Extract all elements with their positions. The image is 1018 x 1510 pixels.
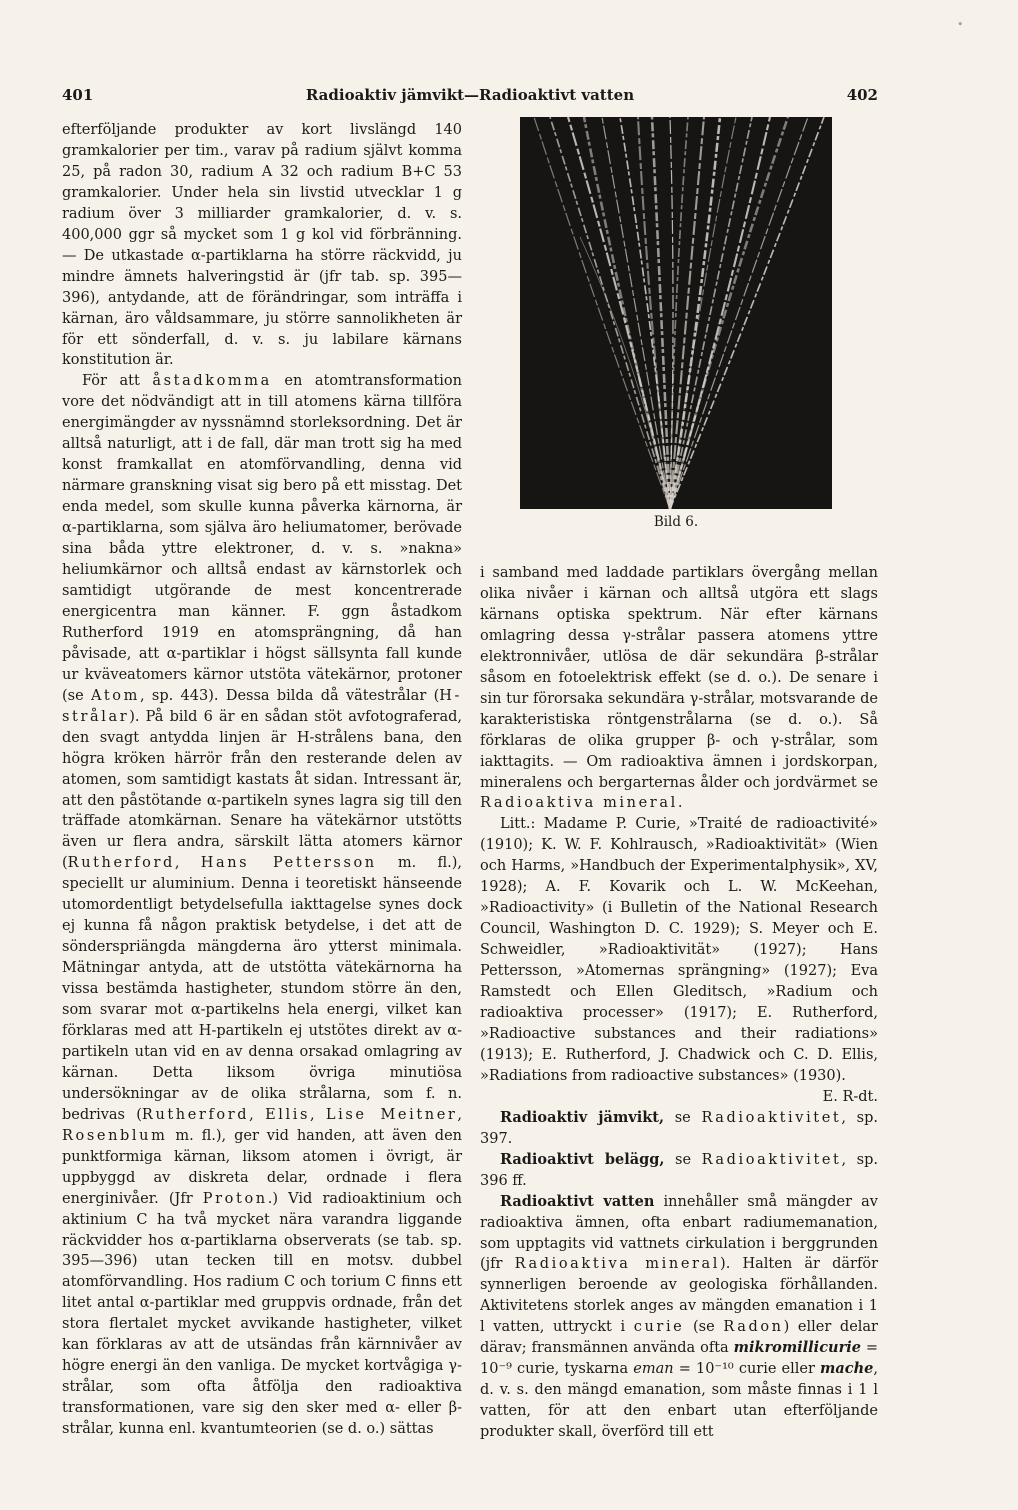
figure-caption: Bild 6. — [653, 514, 699, 530]
entry-radioaktivt-belagg: Radioaktivt belägg, se Radioaktivitet, sp. 396 ff. — [480, 1150, 878, 1189]
particle-track — [534, 117, 670, 509]
cross-ref-proton: Proton — [202, 1190, 268, 1207]
right-column — [480, 563, 878, 1443]
particle-track — [620, 117, 670, 509]
cloud-chamber-photograph — [520, 117, 832, 509]
cross-ref-radioaktiva-mineral: Radioaktiva mineral — [480, 795, 678, 812]
header-title: Radioaktiv jämvikt—Radioaktivt vatten — [305, 86, 635, 104]
running-header — [62, 86, 878, 112]
left-paragraph-1: efterföljande produkter av kort livslängd 140 gramkalorier per tim., varav på radium självt komma 25, på radon 30, radium A 32 och radium B+C 53 gramkalorier. Under hela sin livstid utvecklar 1 g radium över 3 milliarder gramkalorier, d. v. s. 400,000 ggr så mycket som 1 g kol vid förbränning. — De utkastade α-partiklarna ha större räckvidd, ju mindre ämnets halveringstid är (jfr tab. sp. 395—396), antydande, att de förändringar, som inträffa i kärnan, äro våldsammare, ju större sannolikheten är för ett sönderfall, d. v. s. ju labilare kärnans konstitution är. — [62, 122, 462, 369]
right-paragraph-1: i samband med laddade partiklars övergång mellan olika nivåer i kärnan och alltså utgöra ett slags kärnans optiska spektrum. När efter kärnans omlagring dessa γ-strålar passera atomens yttre elektronnivåer, utlösa de där sekundära β-strålar såsom en fotoelektrisk effekt (se d. o.). De senare i sin tur förorsaka sekundära γ-strålar, motsvarande de karakteristiska röntgenstrålarna (se d. o.). Så förklaras de olika grupper β- och γ-strålar, som iakttagits. — Om radioaktiva ämnen i jordskorpan, mineralens och bergarternas ålder och jordvärmet se Radioaktiva mineral. — [480, 565, 878, 812]
left-paragraph-2: För att åstadkomma en atomtransformation vore det nödvändigt att in till atomens kärna tillföra energimängder av nyssnämnd storleksordning. Det är alltså naturligt, att i de fall, där man trott sig ha med konst framkallat en atomförvandling, denna vid närmare granskning visat sig bero på ett misstag. Det enda medel, som skulle kunna påverka kärnorna, är α-partiklarna, som själva äro heliumatomer, berövade sina båda yttre elektroner, d. v. s. »nakna» heliumkärnor och alltså endast av kärnstorlek och samtidigt utgörande de mest koncentrerade energicentra man känner. F. ggn åstadkom Rutherford 1919 en atomsprängning, då han påvisade, att α-partiklar i högst sällsynta fall kunde ur kväveatomers kärnor utstöta vätekärnor, protoner (se Atom, sp. 443). Dessa bilda då vätestrålar (H-strålar). På bild 6 är en sådan stöt avfotograferad, den svagt antydda linjen är H-strålens bana, den högra kröken härrör från den resterande delen av atomen, som samtidigt kastats åt sidan. Intressant är, att den påstötande α-partikeln synes lagra sig till den träffade atomkärnan. Senare ha vätekärnor utstötts även ur flera andra, särskilt lätta atomers kärnor (Rutherford, Hans Pettersson m. fl.), speciellt ur aluminium. Denna i teoretiskt hänseende utomordentligt betydelsefulla iakttagelse synes dock ej kunna få någon praktisk betydelse, i det att de sönderspriängda mängderna äro ytterst minimala. Mätningar antyda, att de utstötta vätekärnorna ha vissa bestämda hastigheter, stundom större än den, som svarar mot α-partikelns hela energi, vilket kan förklaras med att H-partikeln ej utstötes direkt av α-partikeln utan vid en av denna orsakad omlagring av kärnan. Detta liksom övriga minutiösa undersökningar av de olika strålarna, som f. n. bedrivas (Rutherford, Ellis, Lise Meitner, Rosenblum m. fl.), ger vid handen, att även den punktformiga kärnan, liksom atomen i övrigt, är uppbyggd av diskreta delar, ordnade i flera energinivåer. (Jfr Proton.) Vid radioaktinium och aktinium C ha två mycket nära varandra liggande räckvidder hos α-partiklarna observerats (se tab. sp. 395—396) utan tecken till en motsv. dubbel atomförvandling. Hos radium C och torium C finns ett litet antal α-partiklar med gruppvis ordnade, från det stora flertalet mycket avvikande hastigheter, vilket kan förklaras av att de utsändas från kärnnivåer av högre energi än den vanliga. De mycket kortvågiga γ-strålar, som ofta åtfölja den radioaktiva transformationen, vare sig den sker med α- eller β-strålar, kunna enl. kvantumteorien (se d. o.) sättas — [62, 373, 463, 1438]
particle-track — [670, 117, 808, 509]
page-number-right: 402 — [846, 86, 878, 104]
entry-radioaktivt-vatten: Radioaktivt vatten innehåller små mängder av radioaktiva ämnen, ofta enbart radiumemanation, som upptagits vid vattnets cirkulation i berggrunden (jfr Radioaktiva mineral). Halten är därför synnerligen beroende av geologiska förhållanden. Aktivitetens storlek anges av mängden emanation i 1 l vatten, uttryckt i curie (se Radon) eller delar därav; fransmännen använda ofta mikromillicurie = 10⁻⁹ curie, tyskarna eman = 10⁻¹⁰ curie eller mache, d. v. s. den mängd emanation, som måste finnas i 1 l vatten, för att den enbart utan efterföljande produkter skall, överförd till ett — [480, 1192, 878, 1441]
particle-track — [584, 117, 670, 509]
page-mark: • — [957, 18, 964, 31]
particle-track — [670, 117, 752, 509]
author-signature: E. R-dt. — [822, 1088, 878, 1105]
cross-ref-atom: Atom — [91, 687, 140, 704]
left-column — [62, 120, 462, 1440]
particle-track — [670, 117, 720, 509]
particle-track — [638, 117, 670, 509]
page-number-left: 401 — [62, 86, 94, 104]
entry-radioaktiv-jamvikt: Radioaktiv jämvikt, se Radioaktivitet, sp. 397. — [480, 1108, 878, 1147]
particle-tracks-image — [520, 117, 832, 509]
particle-track — [670, 117, 824, 509]
literature-list: Litt.: Madame P. Curie, »Traité de radioactivité» (1910); K. W. F. Kohlrausch, »Radioaktivität» (Wien och Harms, »Handbuch der Experimentalphysik», XV, 1928); A. F. Kovarik och L. W. McKeehan, »Radioactivity» (i Bulletin of the National Research Council, Washington D. C. 1929); S. Meyer och E. Schweidler, »Radioaktivität» (1927); Hans Pettersson, »Atomernas sprängning» (1927); Eva Ramstedt och Ellen Gleditsch, »Radium och radioaktiva processer» (1917); E. Rutherford, »Radioactive substances and their radiations» (1913); E. Rutherford, J. Chadwick och C. D. Ellis, »Radiations from radioactive substances» (1930). E. R-dt. — [480, 814, 878, 1086]
